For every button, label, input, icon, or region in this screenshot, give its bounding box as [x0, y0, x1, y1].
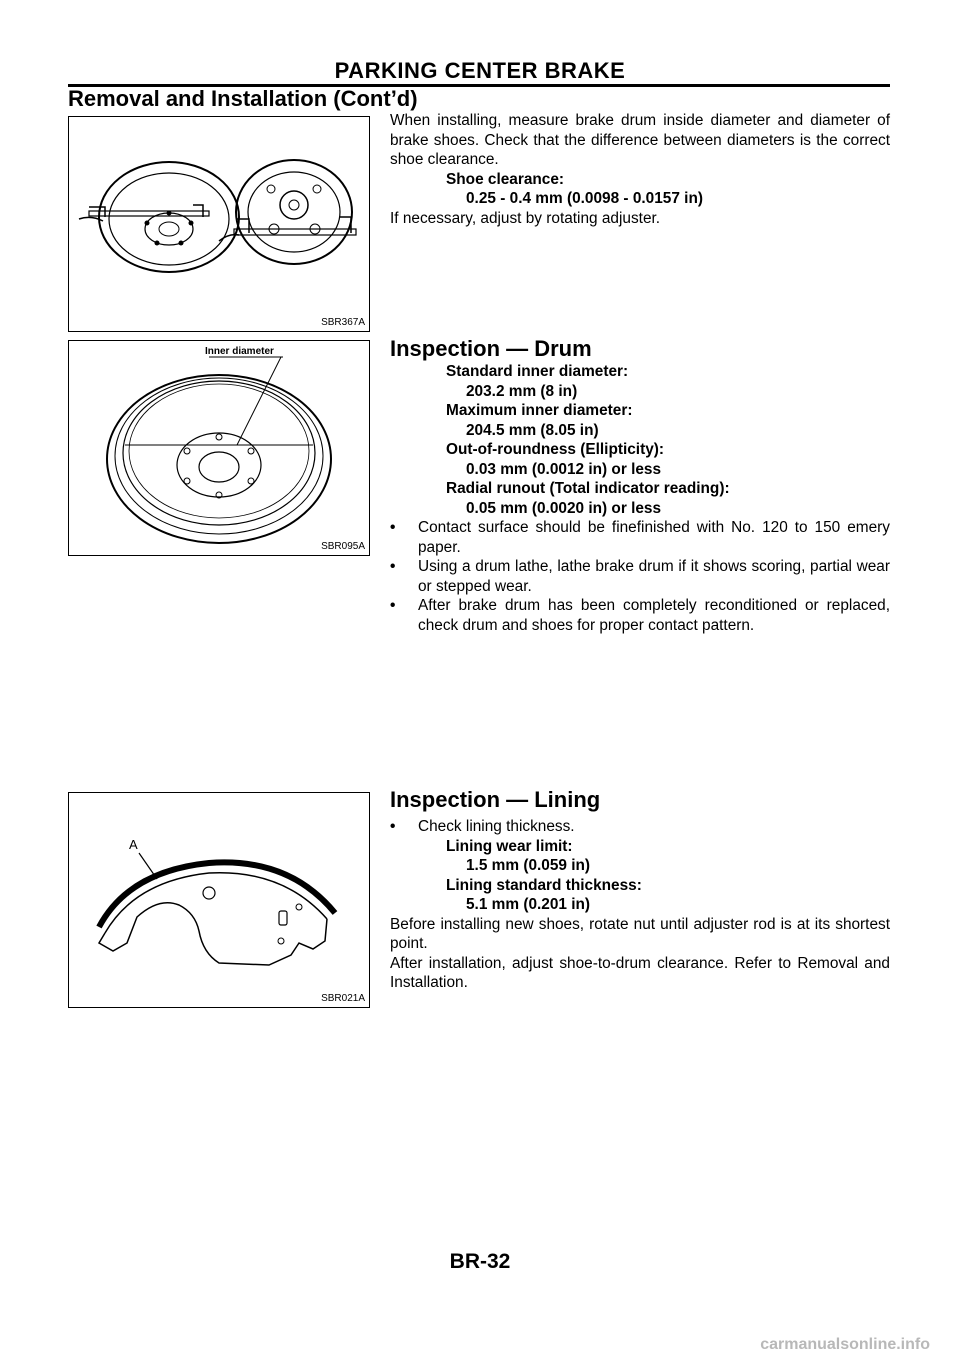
spec-label: Standard inner diameter:	[446, 363, 629, 380]
paragraph: After installation, adjust shoe-to-drum clearance. Refer to Removal and Installation.	[390, 954, 890, 991]
page-number: BR-32	[449, 1250, 511, 1273]
spec-value: 0.25 - 0.4 mm (0.0098 - 0.0157 in)	[466, 190, 703, 207]
figure-label: SBR021A	[321, 993, 365, 1004]
figure-label: SBR095A	[321, 541, 365, 552]
figure-label: SBR367A	[321, 317, 365, 328]
spec-value: 0.03 mm (0.0012 in) or less	[466, 460, 662, 478]
annotation-inner-diameter: Inner diameter	[205, 346, 274, 357]
bullet-text: After brake drum has been completely reconditioned or replaced, check drum and shoes for proper contact pattern.	[418, 597, 890, 634]
section-removal-text	[390, 111, 890, 228]
spec-value: 203.2 mm (8 in)	[466, 382, 578, 400]
watermark: carmanualsonline.info	[760, 1336, 930, 1353]
note-paragraph: If necessary, adjust by rotating adjuster.	[390, 209, 661, 227]
bullet-glyph: •	[390, 818, 396, 835]
list-item	[390, 557, 890, 596]
figure-measure-drum-shoes-illustration	[69, 117, 369, 331]
figure-drum-inner-diameter-illustration	[69, 341, 369, 555]
bullet-text: Contact surface should be finefinished with No. 120 to 150 emery paper.	[418, 519, 890, 556]
intro-paragraph: When installing, measure brake drum inside diameter and diameter of brake shoes. Check that the difference between diameters is the correct shoe clearance.	[390, 112, 890, 168]
spec-label: Radial runout (Total indicator reading):	[446, 480, 730, 497]
figure-sbr095a	[68, 340, 370, 556]
heading-inspection-lining: Inspection — Lining	[390, 787, 601, 812]
spec-label: Out-of-roundness (Ellipticity):	[446, 441, 665, 458]
spec-value: 0.05 mm (0.0020 in) or less	[466, 499, 662, 517]
section-lining-text	[390, 817, 890, 993]
spec-label: Maximum inner diameter:	[446, 402, 633, 419]
bullet-glyph: •	[390, 558, 396, 575]
spec-label: Lining wear limit:	[446, 837, 573, 855]
list-item	[390, 596, 890, 635]
annotation-a: A	[129, 837, 138, 852]
section-drum-text	[390, 362, 890, 635]
spec-value: 5.1 mm (0.201 in)	[466, 896, 591, 913]
list-item	[390, 518, 890, 557]
bullet-text: Using a drum lathe, lathe brake drum if it shows scoring, partial wear or stepped wear.	[418, 558, 890, 595]
paragraph: Before installing new shoes, rotate nut until adjuster rod is at its shortest point.	[390, 915, 890, 952]
bullet-text: Check lining thickness.	[418, 818, 575, 835]
figure-sbr367a	[68, 116, 370, 332]
page-header-title: PARKING CENTER BRAKE	[334, 58, 626, 83]
spec-label: Shoe clearance:	[446, 170, 565, 188]
spec-label: Lining standard thickness:	[446, 876, 642, 894]
section-subtitle: Removal and Installation (Cont’d)	[68, 86, 418, 111]
figure-sbr021a	[68, 792, 370, 1008]
spec-value: 204.5 mm (8.05 in)	[466, 421, 599, 439]
spec-value: 1.5 mm (0.059 in)	[466, 857, 591, 874]
figure-brake-shoe-lining-illustration	[69, 793, 369, 1007]
heading-inspection-drum: Inspection — Drum	[390, 336, 592, 361]
bullet-glyph: •	[390, 597, 396, 614]
bullet-glyph: •	[390, 519, 396, 536]
list-item	[390, 817, 890, 837]
